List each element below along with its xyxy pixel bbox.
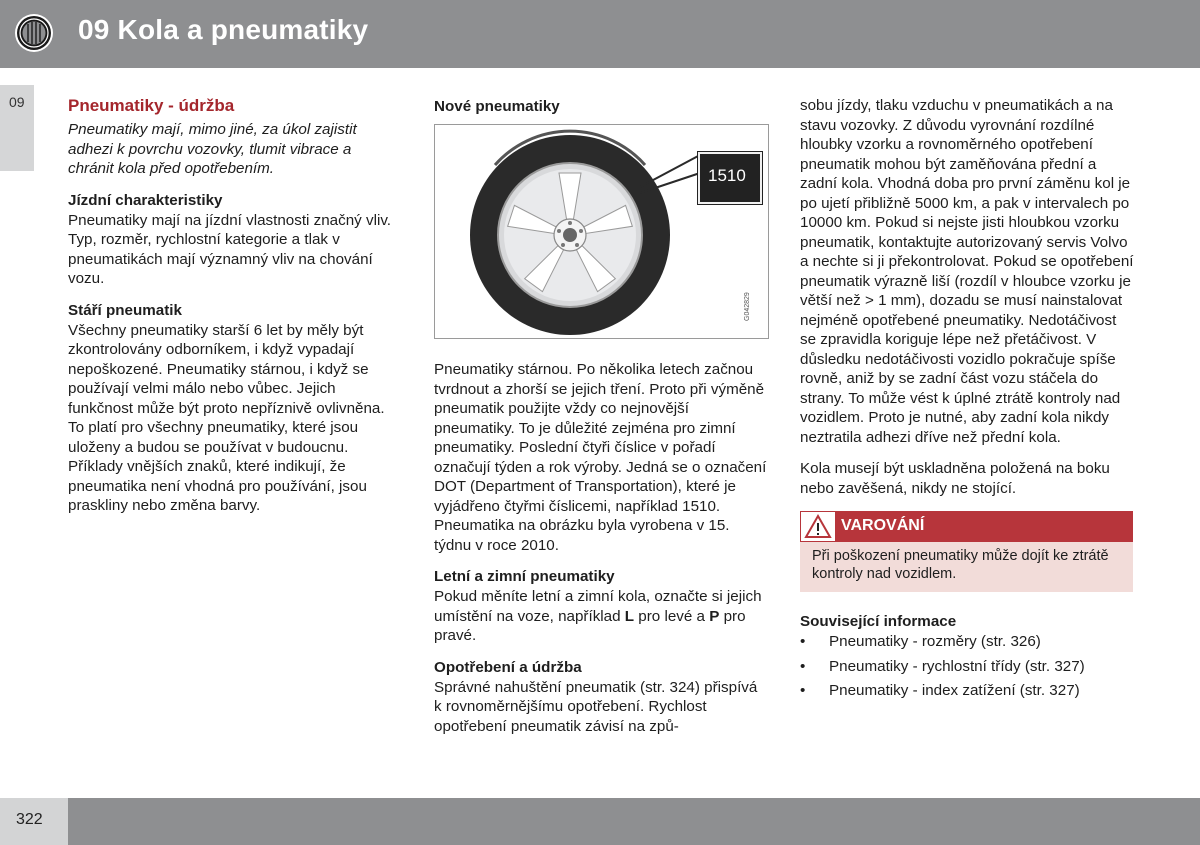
bullet-icon: •	[800, 657, 806, 675]
page-footer	[0, 798, 1200, 845]
new-tires-text: Pneumatiky stárnou. Po několika letech začnou tvrdnout a zhorší se jejich tření. Proto při výměně pneumatik použijte vždy co nejnovější pneumatiky. To je důležité zejména pro zimní pneumatiky. Poslední čtyři číslice v pořadí označují týden a rok výroby. Jedná se o označení DOT (Department of Transportation), které je vyjádřeno čtyřmi číslicemi, například 1510. Pneumatika na obrázku byla vyrobena v 15. týdnu v roce 2010.	[434, 361, 767, 554]
new-tires-heading: Nové pneumatiky	[434, 98, 560, 115]
intro-text: Pneumatiky mají, mimo jiné, za úkol zajistit adhezi k povrchu vozovky, tlumit vibrace a chránit kola před opotřebením.	[68, 121, 357, 177]
dot-code-text: 1510	[708, 166, 746, 185]
page-number-box	[0, 798, 68, 845]
wheel-figure	[434, 124, 769, 339]
age-text: Všechny pneumatiky starší 6 let by měly být zkontrolovány odborníkem, i když vypadají nepoškozené. Pneumatiky stárnou, i když se používají velmi málo nebo vůbec. Jejich funkčnost může být proto nepříznivě ovlivněna. To platí pro všechny pneumatiky, které jsou uloženy a budou se používat v budoucnu. Příklady vnějších znaků, které indikují, že pneumatika není vhodná pro používání, jsou praskliny nebo změna barvy.	[68, 321, 385, 514]
warning-triangle-icon	[801, 512, 835, 541]
wear-text: Správné nahuštění pneumatik (str. 324) přispívá k rovnoměrnějšímu opotřebení. Rychlost opotřebení pneumatik závisí na způ-	[434, 678, 758, 735]
driving-text: Pneumatiky mají na jízdní vlastnosti značný vliv. Typ, rozměr, rychlostní kategorie a tlak v pneumatikách mají významný vliv na chování vozu.	[68, 211, 392, 287]
warning-label: VAROVÁNÍ	[841, 517, 925, 534]
page-header	[0, 0, 1200, 68]
related-link[interactable]: • Pneumatiky - rychlostní třídy (str. 327)	[800, 657, 1085, 675]
warning-header	[800, 511, 1133, 542]
warning-text: Při poškození pneumatiky může dojít ke ztrátě kontroly nad vozidlem.	[800, 542, 1133, 592]
related-link[interactable]: • Pneumatiky - rozměry (str. 326)	[800, 633, 1041, 650]
warning-box	[800, 511, 1133, 592]
column-2	[434, 97, 768, 748]
figure-code: G042829	[744, 292, 751, 321]
chapter-tab	[0, 85, 34, 171]
age-heading: Stáří pneumatik	[68, 301, 182, 319]
left-marker: L	[624, 607, 635, 625]
wear-heading: Opotřebení a údržba	[434, 658, 582, 676]
bullet-icon: •	[800, 682, 806, 699]
tire-icon	[14, 13, 54, 53]
section-title: Pneumatiky - údržba	[68, 96, 235, 115]
storage-text: Kola musejí být uskladněna položená na boku nebo zavěšená, nikdy ne stojící.	[800, 460, 1110, 497]
bullet-icon: •	[800, 633, 806, 650]
dot-code-callout	[698, 152, 762, 204]
column-1	[68, 95, 398, 528]
right-marker: P	[709, 607, 720, 625]
related-list	[800, 632, 1135, 701]
chapter-title: 09 Kola a pneumatiky	[78, 14, 369, 45]
season-text: Pokud měníte letní a zimní kola, označte si jejich umístění na voze, například L pro levé a P pro pravé.	[434, 588, 762, 644]
driving-heading: Jízdní charakteristiky	[68, 191, 223, 209]
page-number: 322	[16, 811, 43, 828]
column-3	[800, 96, 1135, 706]
related-heading: Související informace	[800, 613, 957, 630]
rotation-text: sobu jízdy, tlaku vzduchu v pneumatikách a na stavu vozovky. Z důvodu vyrovnání rozdílné hloubky vzorku a rovnoměrného opotřebení pneumatik mohou být zaměňována přední a zadní kola. Vhodná doba pro první záměnu kol je po ujetí přibližně 5000 km, a pak v intervalech po 10000 km. Pokud si nejste jisti hloubkou vzorku pneumatik, kontaktujte autorizovaný servis Volvo a nechte si ji překontrolovat. Pokud se opotřebení pneumatik výrazně liší (rozdíl v hloubce vzorku je větší než > 1 mm), dozadu se musí nainstalovat nejméně opotřebené pneumatiky. Nedotáčivost se zpravidla koriguje lépe než přetáčivost. V důsledku nedotáčivosti vozidlo pokračuje spíše rovně, aniž by se zadní část vozu stáčela do strany. To může vést k úplné ztrátě kontroly nad vozidlem. Proto je nutné, aby zadní kola nikdy neztratila adhezi dříve než přední kola.	[800, 97, 1134, 446]
related-link[interactable]: • Pneumatiky - index zatížení (str. 327)	[800, 682, 1080, 699]
season-heading: Letní a zimní pneumatiky	[434, 568, 615, 585]
chapter-tab-label: 09	[9, 94, 25, 110]
